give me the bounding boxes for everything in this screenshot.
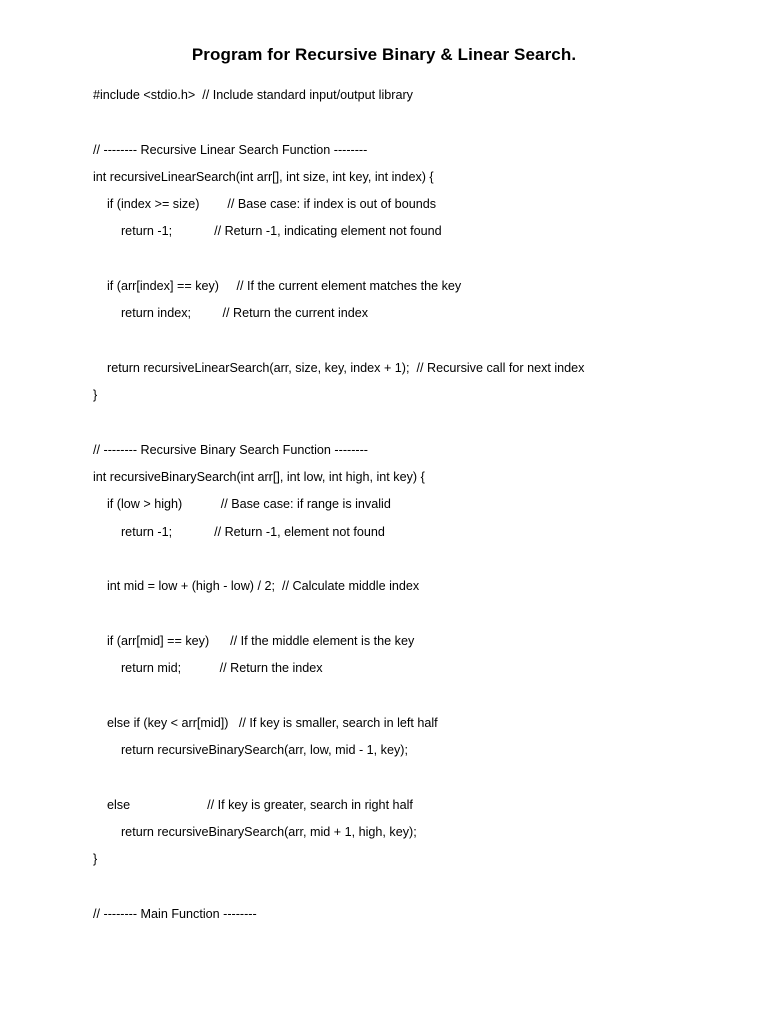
code-line: return -1; // Return -1, indicating element not found — [93, 224, 442, 239]
code-line — [93, 876, 733, 903]
code-line — [93, 330, 733, 357]
code-line — [93, 766, 733, 793]
code-line: return recursiveBinarySearch(arr, mid + 1, high, key); — [93, 825, 417, 840]
code-line: int recursiveLinearSearch(int arr[], int size, int key, int index) { — [93, 169, 434, 184]
code-line: return index; // Return the current index — [93, 306, 369, 321]
code-line: else if (key < arr[mid]) // If key is smaller, search in left half — [93, 715, 438, 730]
code-line: return recursiveLinearSearch(arr, size, key, index + 1); // Recursive call for next index — [93, 360, 585, 375]
code-line: if (index >= size) // Base case: if index is out of bounds — [93, 197, 437, 212]
code-line: #include <stdio.h> // Include standard input/output library — [93, 88, 413, 102]
code-line — [93, 248, 733, 275]
code-line: // -------- Recursive Linear Search Function -------- — [93, 142, 368, 157]
code-line: } — [93, 388, 98, 403]
code-line: return mid; // Return the index — [93, 661, 323, 676]
code-line: if (low > high) // Base case: if range is invalid — [93, 497, 391, 512]
code-line — [93, 603, 733, 630]
code-line: int recursiveBinarySearch(int arr[], int low, int high, int key) { — [93, 470, 425, 485]
code-line — [93, 412, 733, 439]
code-line: } — [93, 852, 98, 867]
code-line: // -------- Main Function -------- — [93, 906, 257, 921]
code-listing — [93, 84, 733, 930]
code-line: if (arr[index] == key) // If the current element matches the key — [93, 279, 462, 294]
code-line — [93, 685, 733, 712]
code-line — [93, 548, 733, 575]
code-line: // -------- Recursive Binary Search Function -------- — [93, 442, 368, 457]
code-line — [93, 111, 733, 138]
code-line: return -1; // Return -1, element not found — [93, 524, 385, 539]
code-line: if (arr[mid] == key) // If the middle element is the key — [93, 633, 415, 648]
code-line: return recursiveBinarySearch(arr, low, mid - 1, key); — [93, 743, 408, 758]
code-line: else // If key is greater, search in right half — [93, 797, 413, 812]
document-title: Program for Recursive Binary & Linear Search. — [191, 45, 577, 64]
code-line: int mid = low + (high - low) / 2; // Calculate middle index — [93, 579, 420, 594]
